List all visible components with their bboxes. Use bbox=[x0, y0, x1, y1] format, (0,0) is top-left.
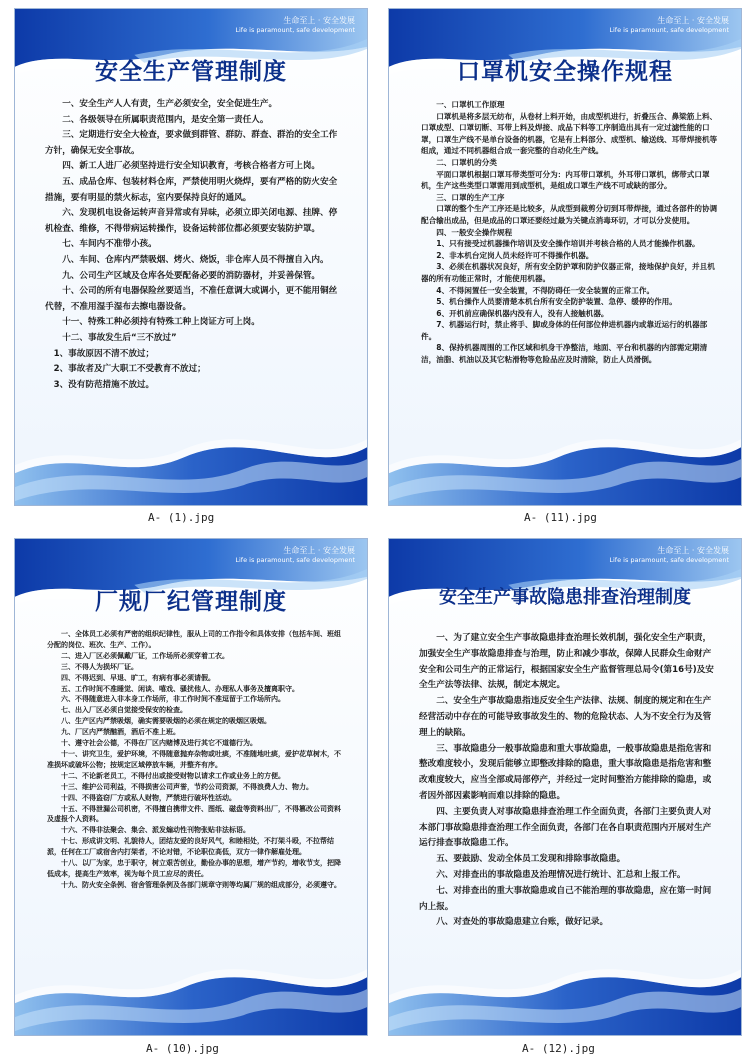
rule-paragraph: 3、没有防范措施不放过。 bbox=[53, 379, 155, 390]
rule-paragraph: 六、对排查出的事故隐患及治理情况进行统计、汇总和上报工作。 bbox=[436, 869, 686, 880]
poster-safety-production-management bbox=[14, 8, 368, 506]
rule-paragraph: 七、对排查出的重大事故隐患或自己不能治理的事故隐患，应在第一时间内上报。 bbox=[419, 885, 712, 912]
rule-paragraph: 一、为了建立安全生产事故隐患排查治理长效机制，强化安全生产职责，加强安全生产事故隐患排查与治理，防止和减少事故，保障人民群众生命财产安全和公司生产的正常运行，根据国家安全生产监督管理总局令(第16号)及安全生产法等法律、法规，制定本规定。 bbox=[419, 633, 714, 691]
poster-title: 厂规厂纪管理制度 bbox=[95, 589, 287, 615]
slogan-cn: 生命至上 · 安全发展 bbox=[657, 16, 729, 25]
poster-body bbox=[421, 99, 721, 366]
image-caption: A- (11).jpg bbox=[524, 511, 597, 524]
rule-paragraph: 一、安全生产人人有责，生产必须安全，安全促进生产。 bbox=[62, 99, 278, 109]
rule-paragraph: 二、各级领导在所属职责范围内，是安全第一责任人。 bbox=[62, 114, 269, 125]
rule-paragraph: 平面口罩机根据口罩耳带类型可分为：内耳带口罩机，外耳带口罩机，绑带式口罩机，生产这些类型口罩需用到成型机，是组成口罩生产线不可或缺的部分。 bbox=[421, 169, 710, 191]
rule-paragraph: 十二、不论新老员工，不得付出或接受财物以请求工作或业务上的方便。 bbox=[61, 771, 285, 780]
rule-paragraph: 二、口罩机的分类 bbox=[436, 157, 497, 167]
rule-paragraph: 八、对查处的事故隐患建立台账，做好记录。 bbox=[436, 917, 609, 928]
rule-paragraph: 2、事故者及广大职工不受教育不放过； bbox=[53, 364, 206, 375]
rule-paragraph: 6、开机前应确保机器内没有人，没有人接触机器。 bbox=[436, 308, 609, 318]
slogan-en: Life is paramount, safe development bbox=[609, 556, 729, 564]
rule-paragraph: 十一、讲究卫生，爱护环境，不得随意抛弃杂物或吐痰，不准随地吐痰，爱护花草树木，不准损坏或破坏公物；按规定区域停放车辆，并整齐有序。 bbox=[47, 749, 341, 769]
poster-hazard-investigation bbox=[388, 538, 742, 1036]
slogan bbox=[609, 546, 729, 564]
rule-paragraph: 7、机器运行时，禁止将手、脚或身体的任何部位伸进机器内或靠近运行的机器部件。 bbox=[421, 320, 708, 341]
rule-paragraph: 十、遵守社会公德，不得在厂区内赌博及进行其它不道德行为。 bbox=[61, 739, 257, 748]
rule-paragraph: 九、公司生产区域及仓库各处要配备必要的消防器材，并妥善保管。 bbox=[62, 270, 321, 281]
rule-paragraph: 五、要鼓励、发动全体员工发现和排除事故隐患。 bbox=[436, 854, 626, 865]
rule-paragraph: 九、厂区内严禁酗酒，酒后不准上班。 bbox=[61, 728, 180, 737]
slogan-en: Life is paramount, safe development bbox=[235, 26, 355, 34]
slogan bbox=[235, 546, 355, 564]
rule-paragraph: 8、保持机器周围的工作区域和机身干净整洁，地面、平台和机器的内部需定期清洁，油脂、机油以及其它粘滑物等危险品应及时清除，防止人员滑倒。 bbox=[421, 343, 708, 365]
rule-paragraph: 2、非本机台定岗人员未经许可不得操作机器。 bbox=[436, 250, 594, 260]
image-caption: A- (1).jpg bbox=[148, 511, 215, 524]
rule-paragraph: 四、不得迟到、早退、旷工，有病有事必须请假。 bbox=[61, 673, 215, 682]
rule-paragraph: 口罩机是将多层无纺布，从卷材上料开始，由成型机进行，折叠压合、鼻梁筋上料、口罩成型、口罩切断、耳带上料及焊接、成品下料等工序制造出具有一定过滤性能的口罩，口罩生产线不是单台设备的机器，它是有上料部分、成型机、输送线、耳带焊接机等组成，通过不同机器组合成一套完整的自动化生产线。 bbox=[421, 111, 718, 156]
rule-paragraph: 二、安全生产事故隐患指违反安全生产法律、法规、制度的规定和在生产经营活动中存在的可能导致事故发生的、物的危险状态、人为不安全行为及管理上的缺陷。 bbox=[419, 696, 712, 738]
poster-factory-rules bbox=[14, 538, 368, 1036]
rule-paragraph: 十八、以厂为家，忠于职守，树立艰苦创业，勤俭办事的思想，增产节约，增收节支，把降低成本，提高生产效率，视为每个员工应尽的责任。 bbox=[47, 859, 341, 878]
poster-body bbox=[45, 97, 341, 393]
slogan-cn: 生命至上 · 安全发展 bbox=[657, 546, 729, 555]
rule-paragraph: 十五、不得泄漏公司机密，不得擅自携带文件、图纸、磁盘等资料出厂，不得篡改公司资料及虚报个人资料。 bbox=[47, 804, 341, 824]
image-caption: A- (12).jpg bbox=[522, 1042, 595, 1055]
slogan-en: Life is paramount, safe development bbox=[609, 26, 729, 34]
rule-paragraph: 八、生产区内严禁吸烟，确实需要吸烟的必须在规定的吸烟区吸烟。 bbox=[61, 717, 271, 726]
rule-paragraph: 三、事故隐患分一般事故隐患和重大事故隐患，一般事故隐患是指危害和整改难度较小，发现后能够立即整改排除的隐患，重大事故隐患是指危害和整改难度较大，应当全部或局部停产，并经过一定时间整治方能排除的隐患，或者因外部因素影响而难以排除的隐患。 bbox=[419, 743, 712, 801]
rule-paragraph: 三、定期进行安全大检查，要求做到群管、群防、群查、群治的安全工作方针，确保无安全事故。 bbox=[45, 130, 338, 156]
slogan-en: Life is paramount, safe development bbox=[235, 556, 355, 564]
rule-paragraph: 4、不得闲置任一安全装置，不得防碍任一安全装置的正常工作。 bbox=[436, 285, 655, 295]
rule-paragraph: 五、工作时间不准睡觉、闲谈、嘻戏、骚扰他人、办理私人事务及擅离职守。 bbox=[61, 684, 299, 693]
rule-paragraph: 十一、特殊工种必须持有特殊工种上岗证方可上岗。 bbox=[62, 317, 260, 328]
rule-paragraph: 四、一般安全操作规程 bbox=[436, 227, 513, 237]
rule-paragraph: 八、车间、仓库内严禁吸烟、烤火、烧饭，非仓库人员不得擅自入内。 bbox=[62, 254, 329, 265]
rule-paragraph: 一、口罩机工作原理 bbox=[436, 100, 505, 109]
rule-paragraph: 二、进入厂区必须佩戴厂证，工作场所必须穿着工衣。 bbox=[61, 651, 229, 660]
rule-paragraph: 口罩的整个生产工序还是比较多，从成型到裁剪分切到耳带焊接，通过各部件的协调配合输出成品，但是成品的口罩还要经过最为关键点消毒环切，才可以分发使用。 bbox=[421, 204, 718, 225]
rule-paragraph: 六、不得随意进入非本身工作场所，非工作时间不准逗留于工作场所内。 bbox=[61, 695, 285, 704]
rule-paragraph: 七、出入厂区必须自觉接受保安的检查。 bbox=[61, 706, 187, 715]
poster-mask-machine-operation bbox=[388, 8, 742, 506]
rule-paragraph: 三、口罩的生产工序 bbox=[436, 192, 505, 202]
poster-title: 口罩机安全操作规程 bbox=[457, 59, 673, 85]
rule-paragraph: 四、新工人进厂必须坚持进行安全知识教育，考核合格者方可上岗。 bbox=[62, 161, 321, 172]
slogan-cn: 生命至上 · 安全发展 bbox=[283, 546, 355, 555]
rule-paragraph: 十三、维护公司利益，不得损害公司声誉，节约公司资源，不得浪费人力、物力。 bbox=[61, 782, 313, 791]
slogan bbox=[235, 16, 355, 34]
rule-paragraph: 一、全体员工必须有严密的组织纪律性，服从上司的工作指令和具体安排（包括车间、班组分配的岗位、班次、生产、工作）。 bbox=[47, 630, 341, 649]
rule-paragraph: 3、必须在机器状况良好，所有安全防护罩和防护仪器正常，接地保护良好，并且机器的所有功能正常时，才能使用机器。 bbox=[421, 262, 715, 283]
slogan-cn: 生命至上 · 安全发展 bbox=[283, 16, 355, 25]
slogan bbox=[609, 16, 729, 34]
rule-paragraph: 六、发现机电设备运转声音异常或有异味，必须立即关闭电源、挂牌、停机检查、维修，不得带病运转操作，设备运转部位都必须要安装防护罩。 bbox=[45, 208, 338, 234]
rule-paragraph: 5、机台操作人员要清楚本机台所有安全防护装置、急停、缓停的作用。 bbox=[436, 297, 677, 307]
rule-paragraph: 十九、防火安全条例、宿舍管理条例及各部门规章守则等均属厂规的组成部分，必须遵守。 bbox=[61, 880, 341, 889]
rule-paragraph: 四、主要负责人对事故隐患排查治理工作全面负责，各部门主要负责人对本部门事故隐患排查治理工作全面负责，各部门在各自职责范围内开展对生产运行排查事故隐患工作。 bbox=[419, 806, 712, 849]
poster-body bbox=[47, 629, 345, 891]
rule-paragraph: 十、公司的所有电器保险丝要适当，不准任意调大或调小，更不能用铜丝代替，不准用湿手湿布去擦电器设备。 bbox=[45, 286, 338, 312]
rule-paragraph: 1、只有接受过机器操作培训及安全操作培训并考核合格的人员才能操作机器。 bbox=[436, 239, 700, 249]
poster-title: 安全生产事故隐患排查治理制度 bbox=[439, 587, 691, 608]
rule-paragraph: 1、事故原因不清不放过； bbox=[53, 348, 155, 359]
rule-paragraph: 七、车间内不准带小孩。 bbox=[62, 239, 157, 250]
poster-body bbox=[419, 631, 717, 931]
rule-paragraph: 十二、事故发生后“三不放过” bbox=[62, 332, 177, 343]
rule-paragraph: 五、成品仓库、包装材料仓库，严禁使用明火烧焊，要有严格的防火安全措施，要有明显的禁火标志，室内要保持良好的通风。 bbox=[45, 176, 338, 203]
image-caption: A- (10).jpg bbox=[146, 1042, 219, 1055]
poster-title: 安全生产管理制度 bbox=[95, 59, 287, 85]
rule-paragraph: 十四、不得盗窃厂方或私人财物，严禁进行破坏性活动。 bbox=[61, 793, 236, 802]
rule-paragraph: 十七、形成讲文明、礼貌待人，团结友爱的良好风气，和睦相处，不打架斗殴，不拉帮结派，任何在工厂或宿舍内打架者，不论对错，不论职位高低，双方一律作解雇处理。 bbox=[47, 837, 334, 857]
rule-paragraph: 三、不得人为损坏厂证。 bbox=[61, 662, 138, 671]
rule-paragraph: 十六、不得非法聚会、集会、派发煽动性刊物张贴非法标语。 bbox=[61, 826, 250, 835]
